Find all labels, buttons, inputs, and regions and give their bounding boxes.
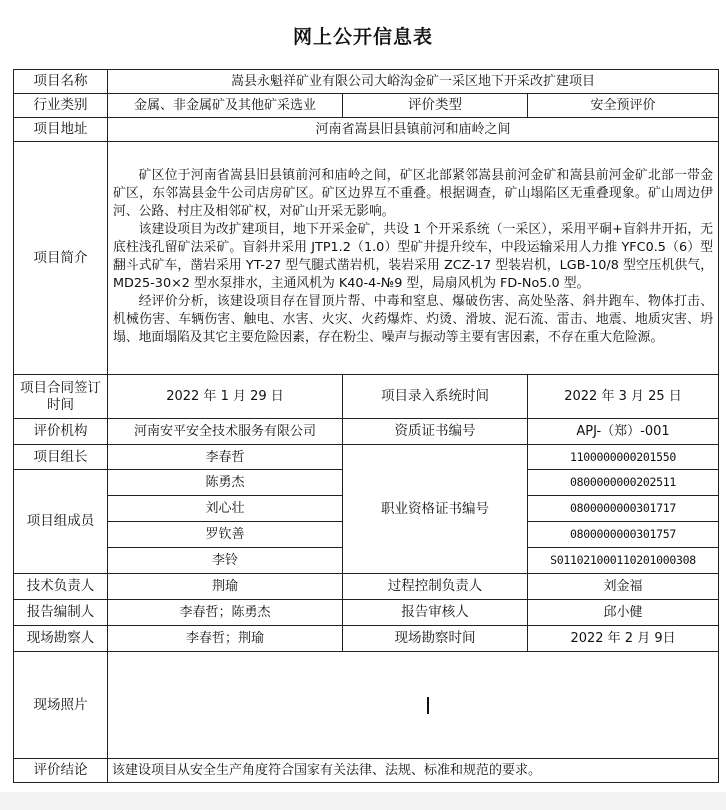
survey-person-label: 现场勘察人 [14,626,108,652]
report-author-label: 报告编制人 [14,600,108,626]
process-lead-value: 刘金福 [528,574,719,600]
survey-person-value: 李春哲；荆瑜 [108,626,343,652]
survey-date-value: 2022 年 2 月 9日 [528,626,719,652]
member-cert: S011021000110201000308 [528,548,719,574]
project-name-label: 项目名称 [14,70,108,94]
member-cert: 0800000000301757 [528,522,719,548]
row-conclusion [14,759,719,783]
row-tech-lead [14,574,719,600]
intro-paragraph-2: 该建设项目为改扩建项目，地下开采金矿，共设 1 个开采系统（一采区），采用平硐+盲斜井开拓，无底柱浅孔留矿法采矿。盲斜井采用 JTP1.2（1.0）型矿井提升绞车，中段运输采用人力推 YFC0.5（6）型翻斗式矿车，凿岩采用 YT-27 型气腿式凿岩机，装岩采用 ZCZ-17 型装岩机，LGB-10/8 型空压机供气，MD25-30×2 型水泵排水，主通风机为 K40-4-№9 型，局扇风机为 FD-No5.0 型。 [113,222,714,291]
conclusion-label: 评价结论 [14,759,108,783]
leader-label: 项目组长 [14,445,108,470]
entry-date-value: 2022 年 3 月 25 日 [528,375,719,419]
row-address [14,118,719,142]
contract-date-value: 2022 年 1 月 29 日 [108,375,343,419]
contract-date-label: 项目合同签订时间 [14,375,108,419]
address-label: 项目地址 [14,118,108,142]
member-name: 李铃 [108,548,343,574]
member-name: 罗钦善 [108,522,343,548]
row-agency [14,419,719,445]
text-cursor [427,697,429,714]
eval-type-label: 评价类型 [343,94,528,118]
photos-area[interactable] [108,652,719,759]
cert-no-label: 资质证书编号 [343,419,528,445]
agency-value: 河南安平安全技术服务有限公司 [108,419,343,445]
member-name: 刘心壮 [108,496,343,522]
report-author-value: 李春哲；陈勇杰 [108,600,343,626]
photos-label: 现场照片 [14,652,108,759]
members-label: 项目组成员 [14,470,108,574]
row-industry [14,94,719,118]
report-reviewer-value: 邱小健 [528,600,719,626]
project-name-value: 嵩县永魁祥矿业有限公司大峪沟金矿一采区地下开采改扩建项目 [108,70,719,94]
row-project-name [14,70,719,94]
row-dates [14,375,719,419]
row-report [14,600,719,626]
industry-value: 金属、非金属矿及其他矿采选业 [108,94,343,118]
info-table [13,69,719,783]
row-intro [14,142,719,375]
member-cert: 0800000000202511 [528,470,719,496]
qual-cert-label: 职业资格证书编号 [343,445,528,574]
survey-date-label: 现场勘察时间 [343,626,528,652]
intro-value [108,142,719,375]
leader-name: 李春哲 [108,445,343,470]
conclusion-value: 该建设项目从安全生产角度符合国家有关法律、法规、标准和规范的要求。 [108,759,719,783]
page-title: 网上公开信息表 [292,26,433,48]
tech-lead-label: 技术负责人 [14,574,108,600]
intro-label: 项目简介 [14,142,108,375]
address-value: 河南省嵩县旧县镇前河和庙岭之间 [108,118,719,142]
member-cert: 0800000000301717 [528,496,719,522]
member-name: 陈勇杰 [108,470,343,496]
eval-type-value: 安全预评价 [528,94,719,118]
intro-paragraph-3: 经评价分析，该建设项目存在冒顶片帮、中毒和窒息、爆破伤害、高处坠落、斜井跑车、物体打击、机械伤害、车辆伤害、触电、水害、火灾、火药爆炸、灼烫、滑坡、泥石流、雷击、地震、地质灾害、坍塌、地面塌陷及其它主要危险因素，存在粉尘、噪声与振动等主要有害因素，不存在重大危险源。 [113,294,714,345]
page-footer-strip [0,792,726,810]
process-lead-label: 过程控制负责人 [343,574,528,600]
row-photos [14,652,719,759]
row-survey [14,626,719,652]
cert-no-value: APJ-（郑）-001 [528,419,719,445]
intro-paragraph-1: 矿区位于河南省嵩县旧县镇前河和庙岭之间，矿区北部紧邻嵩县前河金矿和嵩县前河金矿北部一带金矿区，东邻嵩县金牛公司店房矿区。矿区边界互不重叠。根据调查，矿山塌陷区无重叠现象。矿山周边伊河、公路、村庄及相邻矿权，对矿山开采无影响。 [113,168,714,219]
row-leader [14,445,719,470]
entry-date-label: 项目录入系统时间 [343,375,528,419]
agency-label: 评价机构 [14,419,108,445]
report-reviewer-label: 报告审核人 [343,600,528,626]
industry-label: 行业类别 [14,94,108,118]
leader-cert: 1100000000201550 [528,445,719,470]
tech-lead-value: 荆瑜 [108,574,343,600]
